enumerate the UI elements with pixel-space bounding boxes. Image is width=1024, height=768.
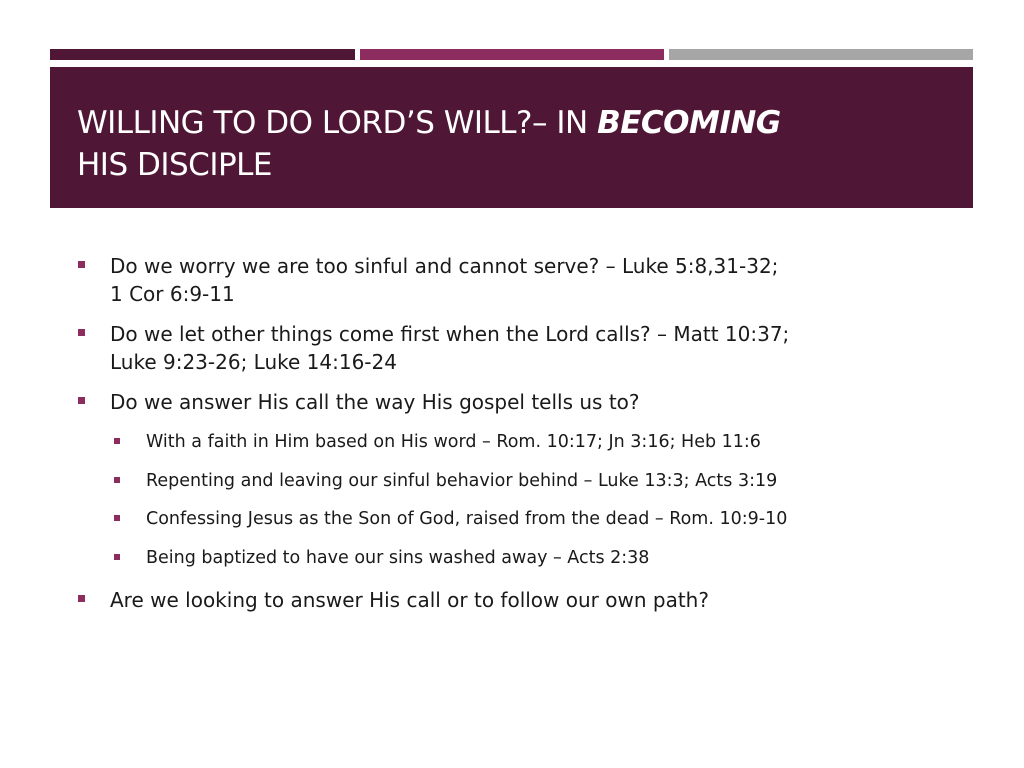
square-bullet-icon: [78, 261, 85, 268]
title-part-1: WILLING TO DO LORD’S WILL?– IN: [77, 105, 598, 141]
square-bullet-icon: [78, 595, 85, 602]
bullet-text: Are we looking to answer His call or to follow our own path?: [110, 587, 709, 612]
square-bullet-icon: [78, 329, 85, 336]
bullet-text-continued: 1 Cor 6:9-11: [110, 282, 235, 306]
accent-bar-gray: [669, 49, 973, 60]
title-band: [50, 67, 973, 208]
bullet-text: Do we let other things come first when the Lord calls? – Matt 10:37;: [110, 322, 790, 346]
sub-bullet-item: [76, 469, 976, 493]
slide-title: [77, 102, 953, 186]
accent-bar-dark: [50, 49, 355, 60]
square-bullet-icon: [78, 397, 85, 404]
title-emphasis: BECOMING: [597, 105, 781, 141]
bullet-text: Do we answer His call the way His gospel tells us to?: [110, 390, 640, 414]
sub-bullet-text: Confessing Jesus as the Son of God, raised from the dead – Rom. 10:9-10: [146, 509, 788, 529]
accent-bar-magenta: [360, 49, 664, 60]
bullet-text: Do we worry we are too sinful and cannot serve? – Luke 5:8,31-32;: [110, 254, 779, 278]
square-bullet-icon: [114, 438, 120, 444]
sub-bullet-item: [76, 507, 976, 531]
square-bullet-icon: [114, 477, 120, 483]
square-bullet-icon: [114, 554, 120, 560]
title-part-2: HIS DISCIPLE: [77, 147, 273, 183]
bullet-list: [76, 252, 976, 626]
square-bullet-icon: [114, 515, 120, 521]
sub-bullet-text: With a faith in Him based on His word – Rom. 10:17; Jn 3:16; Heb 11:6: [146, 432, 761, 452]
bullet-item: [76, 320, 976, 376]
bullet-item: [76, 388, 976, 416]
sub-bullet-item: [76, 546, 976, 570]
bullet-text-continued: Luke 9:23-26; Luke 14:16-24: [110, 350, 397, 374]
bullet-item: [76, 586, 976, 614]
sub-bullet-text: Repenting and leaving our sinful behavior behind – Luke 13:3; Acts 3:19: [146, 470, 778, 491]
sub-bullet-text: Being baptized to have our sins washed away – Acts 2:38: [146, 547, 650, 568]
bullet-item: [76, 252, 976, 308]
sub-bullet-item: [76, 430, 976, 454]
